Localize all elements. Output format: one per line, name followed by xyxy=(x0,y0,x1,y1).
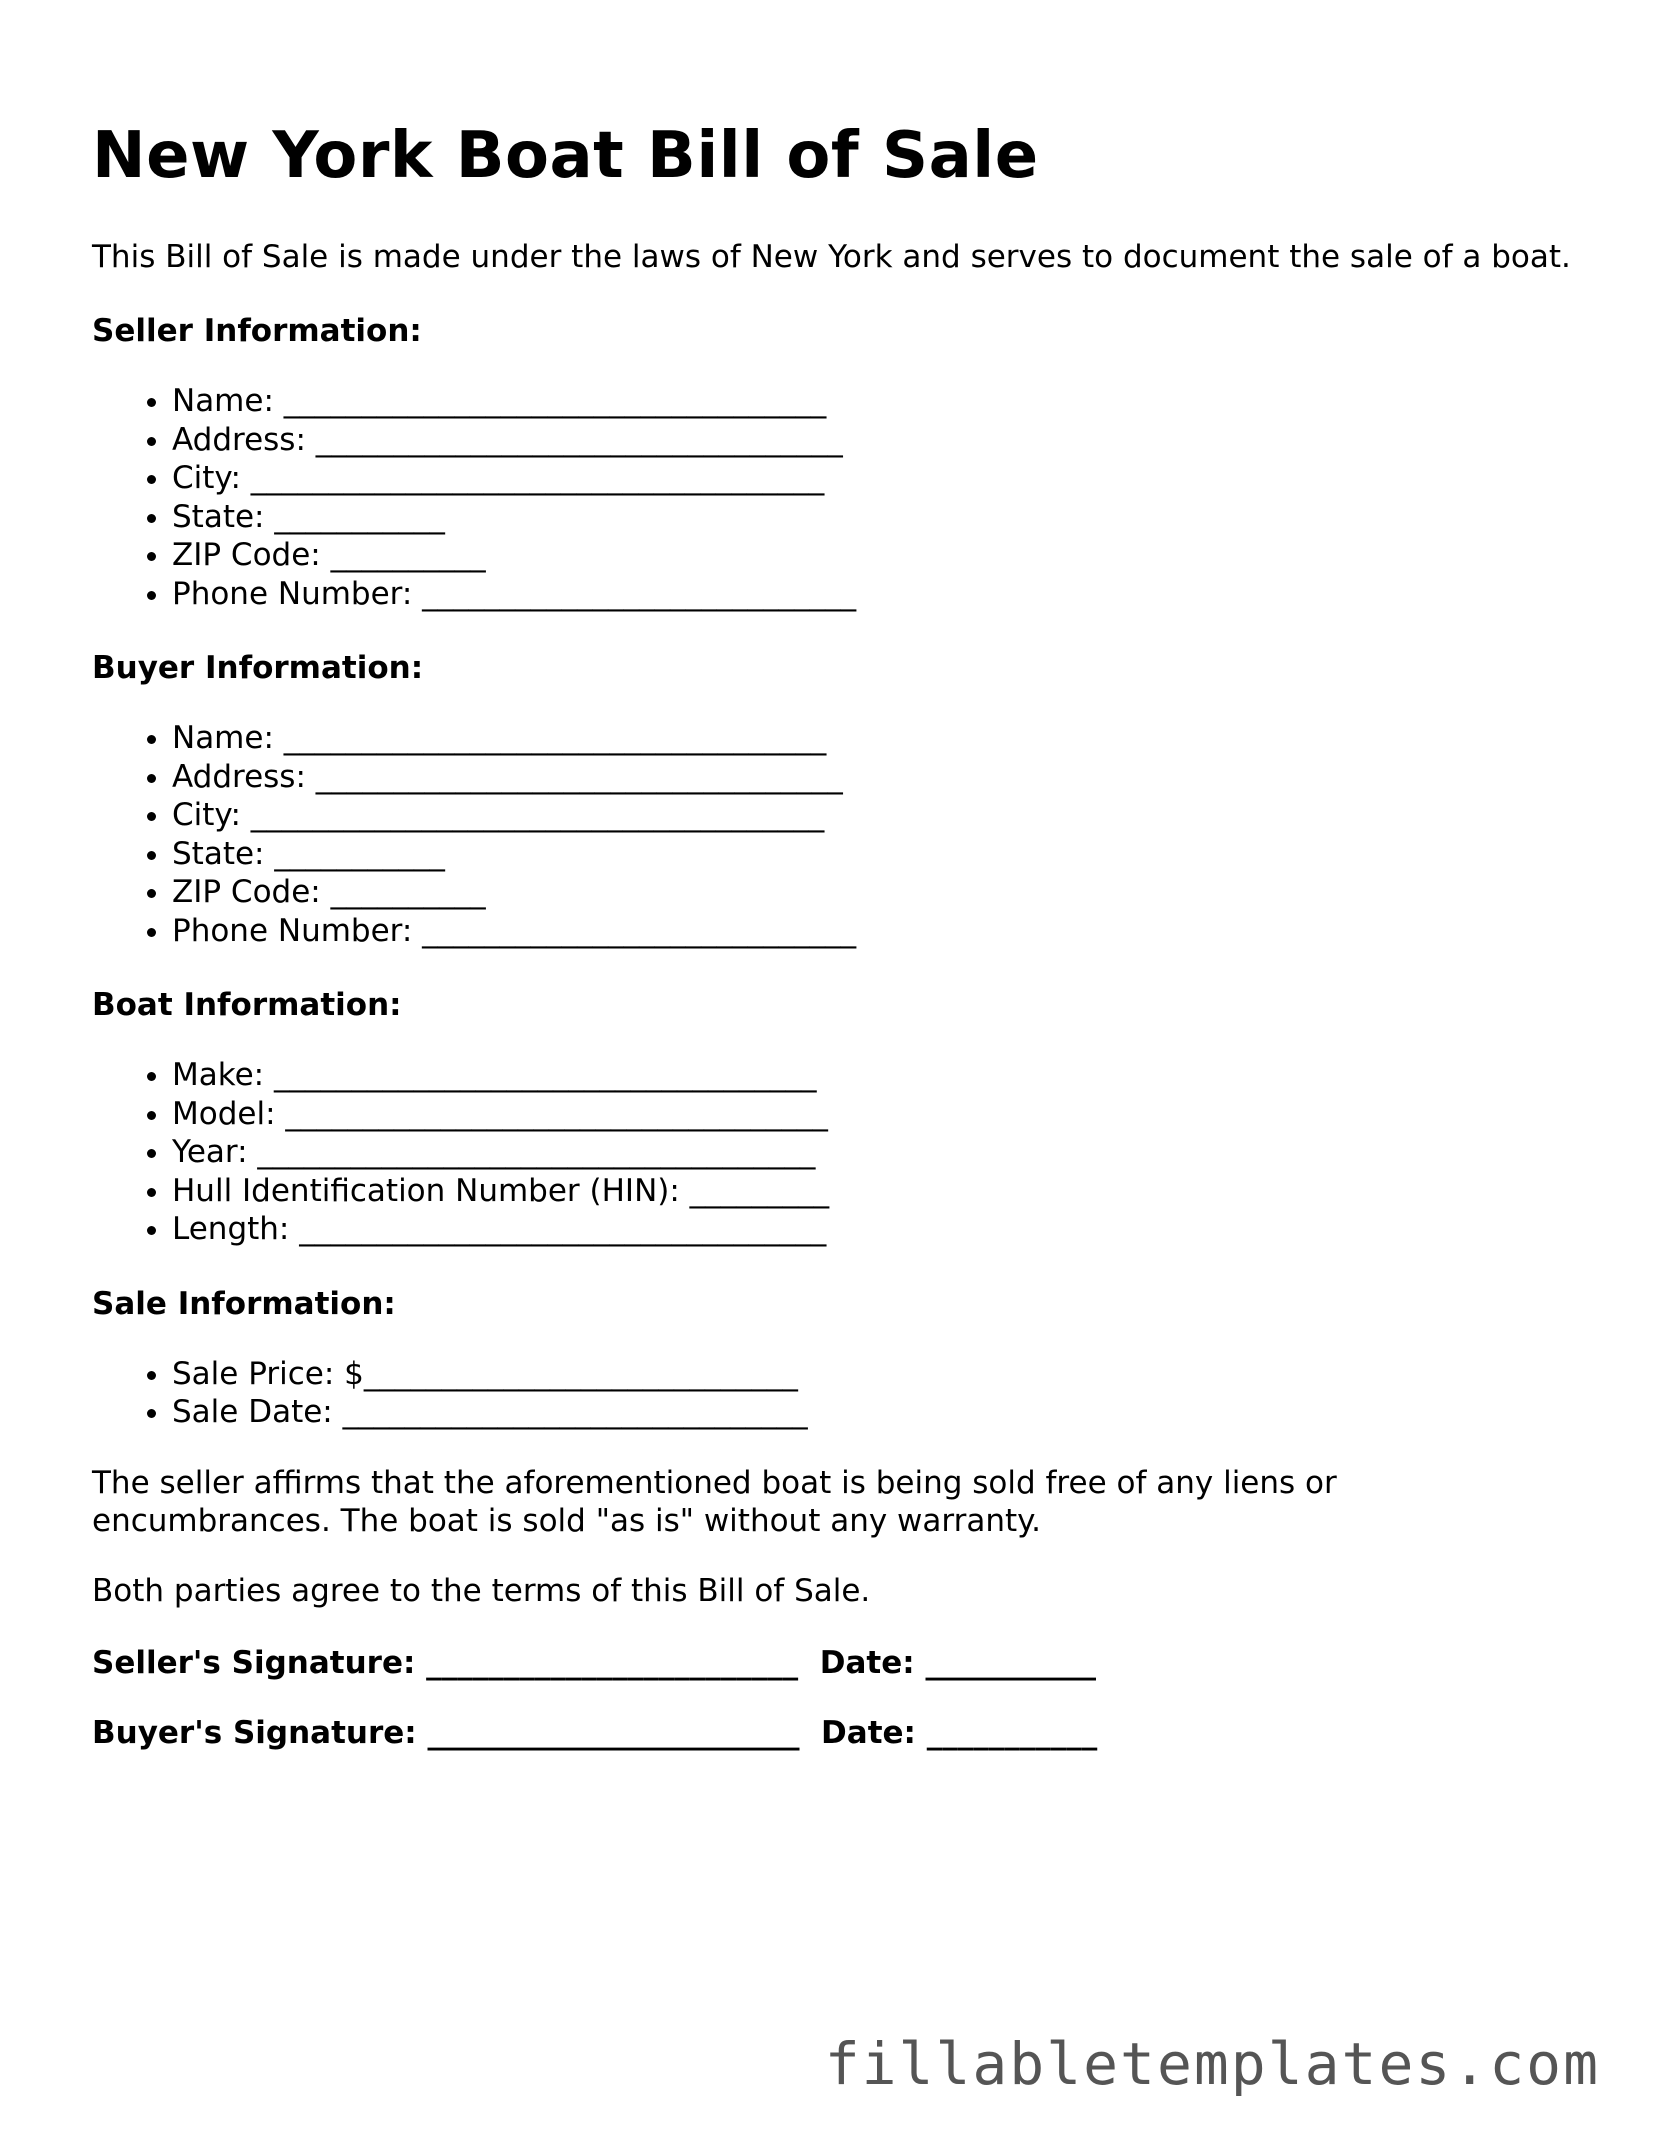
seller-signature-line: Seller's Signature: ________________________ Date: ___________ xyxy=(92,1644,1096,1681)
buyer-signature-line: Buyer's Signature: ________________________ Date: ___________ xyxy=(92,1714,1098,1751)
seller-section-heading: Seller Information: xyxy=(92,313,422,349)
boat-section-heading: Boat Information: xyxy=(92,987,402,1023)
sale-section-heading: Sale Information: xyxy=(92,1285,396,1322)
seller-zip-field: • ZIP Code: __________ xyxy=(172,536,1572,575)
document-page xyxy=(92,118,1572,1752)
agreement-paragraph: Both parties agree to the terms of this Bill of Sale. xyxy=(92,1572,871,1609)
boat-field-list xyxy=(92,1056,1572,1249)
buyer-field-list xyxy=(92,719,1572,950)
boat-year-field: • Year: ____________________________________ xyxy=(172,1133,1572,1172)
document-title: New York Boat Bill of Sale xyxy=(92,119,1039,193)
buyer-city-field: • City: _____________________________________ xyxy=(172,796,1572,835)
seller-city-field: • City: _____________________________________ xyxy=(172,459,1572,498)
buyer-name-field: • Name: ___________________________________ xyxy=(172,719,1572,758)
affirmation-paragraph: The seller affirms that the aforementioned boat is being sold free of any liens or encumbrances. The boat is sold "as is" without any warranty. xyxy=(92,1464,1337,1539)
boat-make-field: • Make: ___________________________________ xyxy=(172,1056,1572,1095)
seller-address-field: • Address: __________________________________ xyxy=(172,421,1572,460)
buyer-address-field: • Address: __________________________________ xyxy=(172,758,1572,797)
seller-state-field: • State: ___________ xyxy=(172,498,1572,537)
sale-price-field: • Sale Price: $____________________________ xyxy=(172,1355,1572,1394)
boat-length-field: • Length: __________________________________ xyxy=(172,1210,1572,1249)
sale-date-field: • Sale Date: ______________________________ xyxy=(172,1393,1572,1432)
buyer-section-heading: Buyer Information: xyxy=(92,650,424,686)
footer-brand-watermark: fillabletemplates.com xyxy=(824,2030,1600,2098)
sale-field-list xyxy=(92,1355,1572,1432)
buyer-zip-field: • ZIP Code: __________ xyxy=(172,873,1572,912)
intro-paragraph: This Bill of Sale is made under the laws of New York and serves to document the sale of a boat. xyxy=(92,239,1571,275)
seller-field-list xyxy=(92,382,1572,613)
boat-model-field: • Model: ___________________________________ xyxy=(172,1095,1572,1134)
buyer-state-field: • State: ___________ xyxy=(172,835,1572,874)
seller-phone-field: • Phone Number: ____________________________ xyxy=(172,575,1572,614)
buyer-phone-field: • Phone Number: ____________________________ xyxy=(172,912,1572,951)
seller-name-field: • Name: ___________________________________ xyxy=(172,382,1572,421)
boat-hin-field: • Hull Identification Number (HIN): _________ xyxy=(172,1172,1572,1211)
